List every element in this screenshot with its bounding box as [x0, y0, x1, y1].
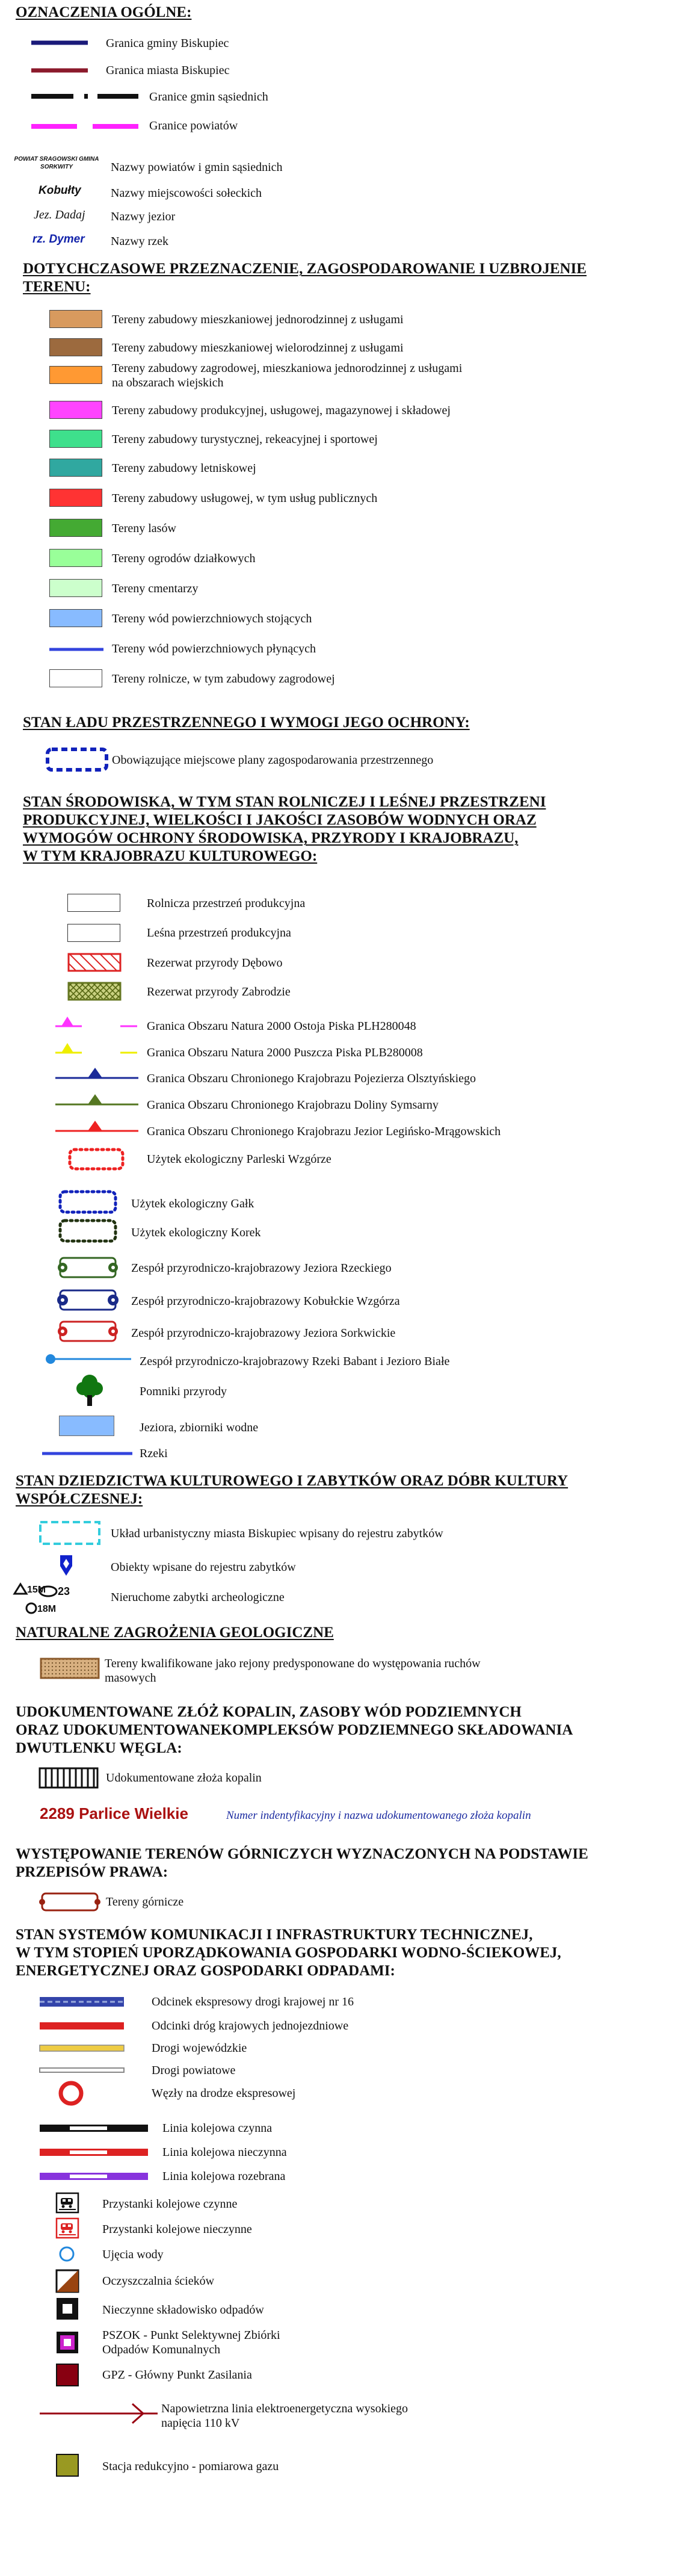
landuse-swatch: [49, 579, 102, 597]
powiat-name-sample: POWIAT SRAGOWSKI GMINA SORKWITY: [14, 156, 99, 170]
landuse-swatch: [49, 430, 102, 448]
deposit-id-description: Numer indentyfikacyjny i nazwa udokumentowanego złoża kopalin: [226, 1809, 531, 1822]
legend-label: Tereny górnicze: [106, 1895, 184, 1909]
neighbour-boundary-line: [31, 93, 140, 100]
arch-code-2: 23: [58, 1585, 70, 1597]
section-heritage-heading: STAN DZIEDZICTWA KULTUROWEGO I ZABYTKÓW ORAZ DÓBR KULTURY WSPÓŁCZESNEJ:: [16, 1473, 569, 1507]
deposit-id-sample: 2289 Parlice Wielkie: [40, 1804, 188, 1822]
legend-label: Obowiązujące miejscowe plany zagospodarowania przestrzennego: [112, 754, 434, 767]
legend-label: Odcinki dróg krajowych jednojezdniowe: [152, 2019, 349, 2033]
legend-label: Tereny kwalifikowane jako rejony predysponowane do występowania ruchów: [105, 1657, 481, 1670]
landuse-swatch: [49, 366, 102, 384]
legend-label: Tereny lasów: [112, 522, 176, 535]
powiat-boundary-line: [31, 123, 140, 130]
gmina-boundary-line: [31, 40, 88, 46]
landuse-swatch: [49, 489, 102, 507]
legend-label: Nazwy rzek: [111, 235, 169, 248]
forest-space-swatch: [67, 924, 120, 942]
legend-label: Przystanki kolejowe czynne: [102, 2197, 238, 2211]
legend-label: Zespół przyrodniczo-krajobrazowy Rzeki Babant i Jezioro Białe: [140, 1355, 450, 1368]
legend-label: Tereny zabudowy produkcyjnej, usługowej, magazynowej i składowej: [112, 404, 451, 417]
mining-area-swatch: [39, 1891, 101, 1913]
rail-inactive-line: [40, 2149, 148, 2157]
eco-parleski-swatch: [67, 1147, 125, 1171]
legend-label: Węzły na drodze ekspresowej: [152, 2087, 296, 2100]
landuse-swatch: [49, 519, 102, 537]
zpk-sorkwickie-swatch: [58, 1319, 118, 1343]
legend-label: PSZOK - Punkt Selektywnej Zbiórki: [102, 2329, 280, 2342]
urban-layout-swatch: [39, 1520, 101, 1547]
legend-label: Granica miasta Biskupiec: [106, 64, 230, 77]
legend-label: Tereny wód powierzchniowych stojących: [112, 612, 312, 625]
village-name-sample: Kobułty: [39, 184, 81, 197]
ochk-olsztynski-line: [55, 1065, 140, 1081]
section-spatial-order-heading: STAN ŁADU PRZESTRZENNEGO I WYMOGI JEGO OCHRONY:: [23, 714, 470, 731]
legend-label: Tereny zabudowy zagrodowej, mieszkaniowa jednorodzinnej z usługami: [112, 362, 463, 375]
landuse-swatch: [49, 646, 103, 652]
legend-label: Użytek ekologiczny Korek: [131, 1226, 261, 1239]
legend-label: Tereny zabudowy letniskowej: [112, 462, 256, 475]
ochk-symsarna-line: [55, 1092, 140, 1107]
interchange-icon: [58, 2080, 84, 2107]
legend-label-2: masowych: [105, 1671, 156, 1685]
landuse-swatch: [49, 609, 102, 627]
legend-label-2: na obszarach wiejskich: [112, 376, 224, 389]
legend-label: Stacja redukcyjno - pomiarowa gazu: [102, 2460, 279, 2473]
section-landuse-heading: DOTYCHCZASOWE PRZEZNACZENIE, ZAGOSPODAROWANIE I UZBROJENIE TERENU:: [23, 261, 587, 295]
river-name-sample: rz. Dymer: [32, 233, 85, 246]
local-plans-symbol: [46, 748, 108, 772]
monument-icon: [59, 1554, 73, 1577]
section-mining-heading: WYSTĘPOWANIE TERENÓW GÓRNICZYCH WYZNACZONYCH NA PODSTAWIE PRZEPISÓW PRAWA:: [16, 1846, 588, 1880]
lakes-swatch: [59, 1416, 114, 1436]
section-infrastructure-heading: STAN SYSTEMÓW KOMUNIKACJI I INFRASTRUKTURY TECHNICZNEJ, W TYM STOPIEŃ UPORZĄDKOWANIA GOSPODARKI WODNO-ŚCIEKOWEJ, ENERGETYCZNEJ ORAZ GOSPODARKI ODPADAMI:: [16, 1927, 561, 1979]
legend-label: Nazwy miejscowości sołeckich: [111, 187, 262, 200]
legend-label: Granica gminy Biskupiec: [106, 37, 229, 50]
landuse-swatch: [49, 549, 102, 567]
legend-label: Nieczynne składowisko odpadów: [102, 2303, 264, 2317]
landuse-swatch: [49, 401, 102, 419]
legend-label: Użytek ekologiczny Parleski Wzgórze: [147, 1153, 331, 1166]
legend-label: Tereny zabudowy mieszkaniowej wielorodzinnej z usługami: [112, 341, 404, 355]
legend-label: Pomniki przyrody: [140, 1385, 227, 1398]
rail-active-line: [40, 2125, 148, 2133]
section-deposits-heading: UDOKUMENTOWANE ZŁÓŻ KOPALIN, ZASOBY WÓD PODZIEMNYCH ORAZ UDOKUMENTOWANEKOMPLEKSÓW PODZIEMNEGO SKŁADOWANIA DWUTLENKU WĘGLA:: [16, 1704, 573, 1756]
legend-label: Nieruchome zabytki archeologiczne: [111, 1591, 285, 1604]
hv-line-icon: [40, 2401, 160, 2426]
train-stop-inactive-icon: [55, 2217, 79, 2239]
lake-name-sample: Jez. Dadaj: [34, 208, 85, 221]
legend-label: Granice powiatów: [149, 119, 238, 132]
legend-label: Tereny zabudowy usługowej, w tym usług publicznych: [112, 492, 378, 505]
gas-station-icon: [55, 2453, 79, 2477]
reserve-zabrodzie-swatch: [67, 982, 122, 1001]
legend-label: GPZ - Główny Punkt Zasilania: [102, 2368, 252, 2382]
legend-label: Zespół przyrodniczo-krajobrazowy Kobułckie Wzgórza: [131, 1295, 400, 1308]
legend-label: Tereny zabudowy mieszkaniowej jednorodzinnej z usługami: [112, 313, 404, 326]
zpk-babant-line: [42, 1353, 132, 1365]
section-environment-heading: STAN ŚRODOWISKA, W TYM STAN ROLNICZEJ I LEŚNEJ PRZESTRZENI PRODUKCYJNEJ, WIELKOŚCI I JAKOŚCI ZASOBÓW WODNYCH ORAZ WYMOGÓW OCHRONY ŚRODOWISKA, PRZYRODY I KRAJOBRAZU, W TYM KRAJOBRAZU KULTUROWEGO:: [23, 794, 546, 864]
legend-label: Drogi powiatowe: [152, 2064, 236, 2077]
county-road-line: [40, 2068, 124, 2073]
sewage-plant-icon: [55, 2269, 79, 2293]
arch-code-3: 18M: [37, 1604, 57, 1614]
eco-korek-swatch: [58, 1218, 118, 1243]
landuse-swatch: [49, 310, 102, 328]
legend-label: Obiekty wpisane do rejestru zabytków: [111, 1561, 296, 1574]
natura-ostoja-line: [55, 1014, 140, 1029]
legend-label: Tereny zabudowy turystycznej, rekeacyjnej i sportowej: [112, 433, 378, 446]
rail-removed-line: [40, 2173, 148, 2181]
legend-label: Granica Obszaru Chronionego Krajobrazu Doliny Symsarny: [147, 1098, 439, 1112]
legend-label: Napowietrzna linia elektroenergetyczna wysokiego: [161, 2402, 408, 2415]
legend-label: Rezerwat przyrody Zabrodzie: [147, 985, 291, 999]
voivodeship-road-line: [40, 2045, 124, 2051]
legend-label: Leśna przestrzeń produkcyjna: [147, 926, 291, 940]
natura-puszcza-line: [55, 1040, 140, 1056]
legend-label: Użytek ekologiczny Gałk: [131, 1197, 254, 1210]
legend-label: Rolnicza przestrzeń produkcyjna: [147, 897, 306, 910]
legend-label: Linia kolejowa rozebrana: [162, 2170, 286, 2183]
landuse-swatch: [49, 669, 102, 687]
legend-label: Oczyszczalnia ścieków: [102, 2274, 215, 2288]
zpk-rzeckie-swatch: [58, 1255, 118, 1280]
mineral-deposit-swatch: [39, 1767, 99, 1789]
legend-label-2: napięcia 110 kV: [161, 2417, 240, 2430]
expressway-line: [40, 1997, 124, 2007]
landslide-swatch: [40, 1658, 100, 1679]
legend-label: Granice gmin sąsiednich: [149, 90, 268, 104]
legend-label: Drogi wojewódzkie: [152, 2042, 247, 2055]
legend-label: Nazwy powiatów i gmin sąsiednich: [111, 161, 283, 174]
legend-label: Tereny rolnicze, w tym zabudowy zagrodowej: [112, 672, 335, 686]
legend-label: Udokumentowane złoża kopalin: [106, 1771, 262, 1785]
legend-label-2: Odpadów Komunalnych: [102, 2343, 221, 2356]
legend-label: Zespół przyrodniczo-krajobrazowy Jeziora Rzeckiego: [131, 1262, 392, 1275]
reserve-debowo-swatch: [67, 953, 122, 972]
legend-label: Granica Obszaru Chronionego Krajobrazu Jezior Legińsko-Mrągowskich: [147, 1125, 501, 1138]
gpz-icon: [55, 2363, 79, 2387]
national-road-line: [40, 2022, 124, 2030]
legend-label: Zespół przyrodniczo-krajobrazowy Jeziora Sorkwickie: [131, 1327, 396, 1340]
water-intake-icon: [58, 2245, 76, 2263]
section-general-heading: OZNACZENIA OGÓLNE:: [16, 4, 192, 20]
legend-label: Jeziora, zbiorniki wodne: [140, 1421, 259, 1434]
legend-label: Nazwy jezior: [111, 210, 176, 223]
zpk-kobulckie-swatch: [58, 1288, 118, 1312]
arch-code-1: 15M: [27, 1585, 46, 1595]
legend-label: Układ urbanistyczny miasta Biskupiec wpisany do rejestru zabytków: [111, 1527, 443, 1540]
legend-label: Ujęcia wody: [102, 2248, 164, 2261]
tree-icon: [76, 1373, 103, 1407]
legend-label: Przystanki kolejowe nieczynne: [102, 2223, 252, 2236]
section-geohazards-heading: NATURALNE ZAGROŻENIA GEOLOGICZNE: [16, 1624, 334, 1641]
legend-label: Linia kolejowa czynna: [162, 2122, 273, 2135]
legend-label: Rezerwat przyrody Dębowo: [147, 956, 283, 970]
landuse-swatch: [49, 338, 102, 356]
landfill-icon: [55, 2297, 79, 2321]
pszok-icon: [55, 2330, 79, 2355]
landuse-swatch: [49, 459, 102, 477]
legend-label: Tereny cmentarzy: [112, 582, 199, 595]
legend-label: Odcinek ekspresowy drogi krajowej nr 16: [152, 1995, 354, 2008]
legend-label: Granica Obszaru Natura 2000 Ostoja Piska PLH280048: [147, 1020, 416, 1033]
legend-label: Rzeki: [140, 1447, 168, 1460]
legend-label: Linia kolejowa nieczynna: [162, 2146, 287, 2159]
rivers-line: [42, 1451, 132, 1457]
ochk-leginsko-line: [55, 1118, 140, 1134]
legend-label: Granica Obszaru Natura 2000 Puszcza Piska PLB280008: [147, 1046, 423, 1059]
legend-label: Tereny wód powierzchniowych płynących: [112, 642, 316, 655]
legend-label: Granica Obszaru Chronionego Krajobrazu Pojezierza Olsztyńskiego: [147, 1072, 476, 1085]
eco-galk-swatch: [58, 1189, 118, 1215]
agricultural-space-swatch: [67, 894, 120, 912]
archaeological-icon: [13, 1582, 97, 1618]
legend-label: Tereny ogrodów działkowych: [112, 552, 256, 565]
city-boundary-line: [31, 67, 88, 73]
train-stop-active-icon: [55, 2192, 79, 2214]
